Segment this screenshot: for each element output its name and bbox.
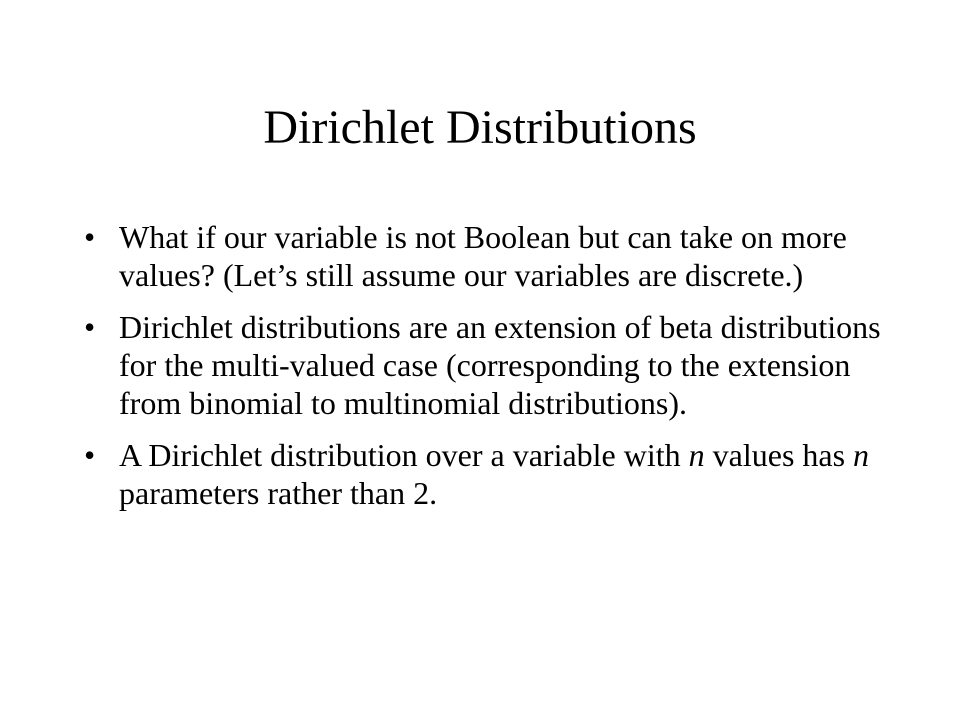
bullet-text-part: parameters rather than 2.: [119, 475, 438, 511]
bullet-list: [84, 218, 884, 526]
variable-n: n: [688, 437, 705, 473]
bullet-text-part: Dirichlet distributions are an extension of beta distributions for the multi-valued case (corresponding to the extension from binomial to multinomial distributions).: [119, 309, 881, 421]
bullet-item: [84, 308, 884, 422]
bullet-symbol: •: [84, 437, 96, 473]
bullet-text: [119, 218, 884, 294]
variable-n: n: [853, 437, 870, 473]
bullet-symbol: •: [84, 219, 96, 255]
bullet-item: [84, 436, 884, 512]
bullet-text: [119, 308, 884, 422]
bullet-text-part: What if our variable is not Boolean but can take on more values? (Let’s still assume our variables are discrete.): [119, 219, 847, 293]
bullet-text: [119, 436, 884, 512]
bullet-text-part: values has: [704, 437, 854, 473]
bullet-item: [84, 218, 884, 294]
bullet-symbol: •: [84, 309, 96, 345]
bullet-text-part: A Dirichlet distribution over a variable with: [119, 437, 689, 473]
slide-title: Dirichlet Distributions: [263, 101, 697, 154]
